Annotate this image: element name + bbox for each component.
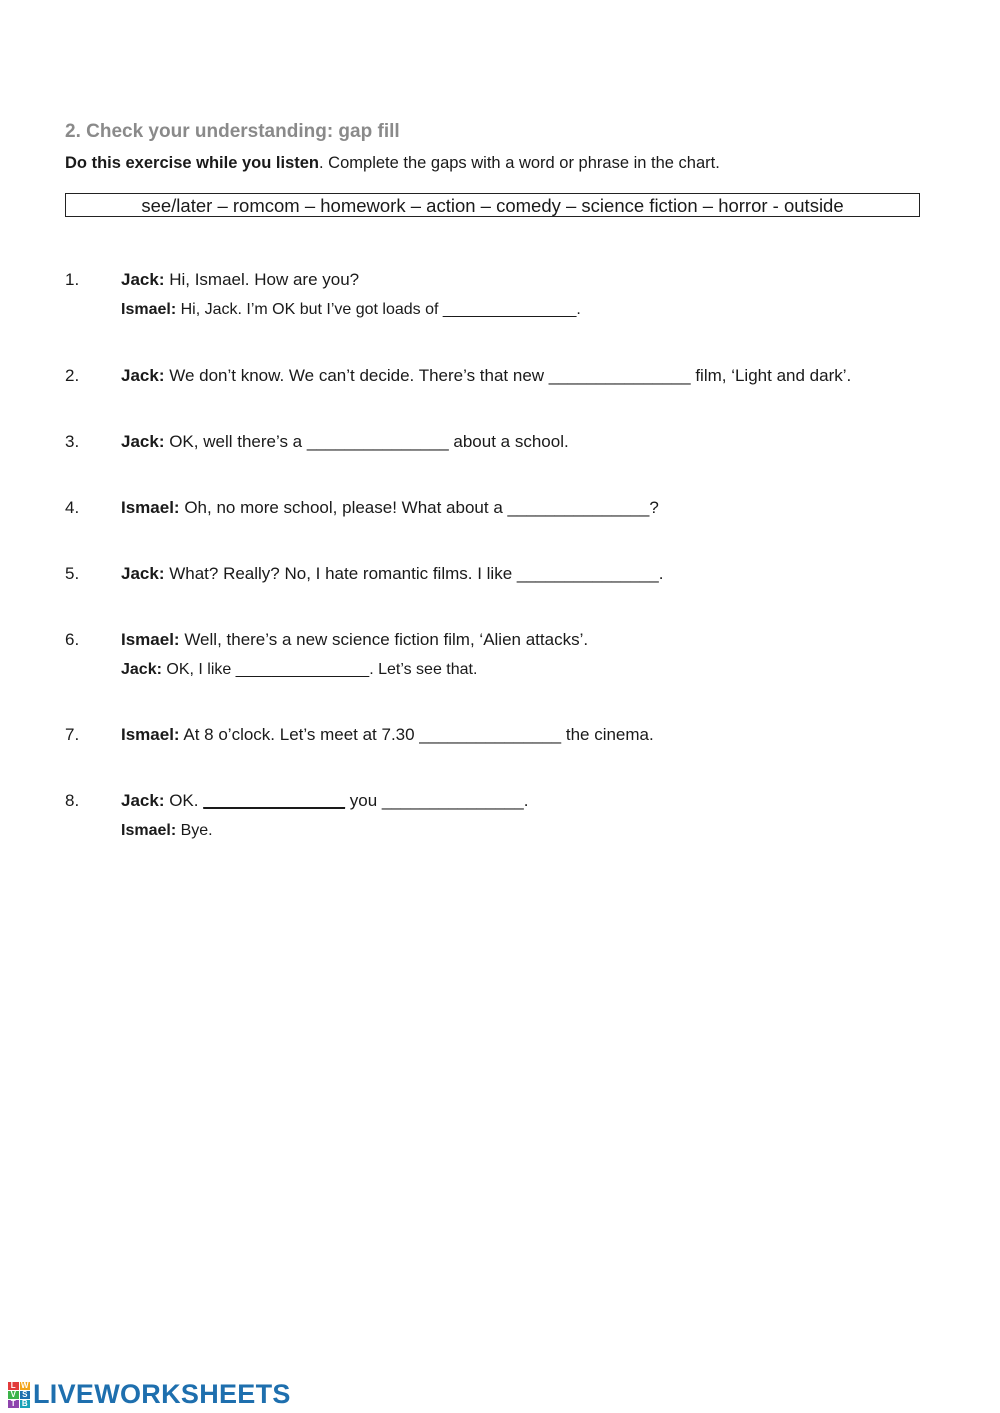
dialogue-text: OK.: [164, 791, 204, 810]
speaker-name: Ismael:: [121, 498, 180, 517]
logo-letter: B: [20, 1400, 31, 1408]
speaker-name: Ismael:: [121, 822, 177, 839]
logo-letter: L: [8, 1382, 19, 1390]
logo-icon: [8, 1382, 30, 1408]
dialogue-text: At 8 o’clock. Let’s meet at 7.30 _______________ the cinema.: [179, 725, 654, 744]
liveworksheets-logo[interactable]: [8, 1379, 291, 1410]
item-number: 2.: [65, 366, 80, 385]
logo-letter: V: [8, 1391, 19, 1399]
speaker-name: Ismael:: [121, 725, 180, 744]
speaker-name: Jack:: [121, 564, 165, 583]
dialogue-line: [121, 630, 588, 650]
dialogue-line: [121, 366, 851, 386]
instruction-text: [65, 154, 720, 173]
dialogue-line: [121, 270, 359, 290]
dialogue-text: What? Really? No, I hate romantic films. I like _______________.: [164, 564, 664, 583]
instruction-bold: Do this exercise while you listen: [65, 154, 320, 172]
dialogue-text: Bye.: [176, 822, 213, 839]
speaker-name: Jack:: [121, 791, 165, 810]
dialogue-line: [121, 791, 528, 811]
dialogue-line: [121, 564, 663, 584]
speaker-name: Jack:: [121, 366, 165, 385]
section-heading: 2. Check your understanding: gap fill: [65, 121, 400, 142]
dialogue-line: [121, 661, 477, 679]
speaker-name: Jack:: [121, 432, 165, 451]
logo-letter: W: [20, 1380, 29, 1390]
dialogue-text: We don’t know. We can’t decide. There’s that new _______________ film, ‘Light and dark’.: [164, 366, 852, 385]
item-number: 3.: [65, 432, 80, 451]
dialogue-line: [121, 301, 581, 319]
dialogue-text: OK, I like _______________. Let’s see that.: [161, 661, 478, 678]
brand-name: LIVEWORKSHEETS: [33, 1379, 291, 1409]
speaker-name: Jack:: [121, 270, 165, 289]
speaker-name: Ismael:: [121, 630, 180, 649]
speaker-name: Jack:: [121, 661, 162, 678]
item-number: 4.: [65, 498, 80, 517]
dialogue-text: Well, there’s a new science fiction film, ‘Alien attacks’.: [179, 630, 589, 649]
dialogue-line: [121, 432, 569, 452]
logo-letter: T: [8, 1400, 19, 1408]
dialogue-text: OK, well there’s a _______________ about a school.: [164, 432, 569, 451]
dialogue-line: [121, 822, 213, 840]
dialogue-line: [121, 498, 659, 518]
logo-letter: S: [20, 1391, 31, 1399]
item-number: 8.: [65, 791, 80, 810]
item-number: 1.: [65, 270, 80, 289]
dialogue-text: Hi, Ismael. How are you?: [164, 270, 360, 289]
bold-gap: _______________: [203, 791, 346, 810]
item-number: 6.: [65, 630, 80, 649]
dialogue-text: Hi, Jack. I’m OK but I’ve got loads of _______________.: [176, 301, 581, 318]
dialogue-line: [121, 725, 654, 745]
speaker-name: Ismael:: [121, 301, 177, 318]
dialogue-text: Oh, no more school, please! What about a _______________?: [179, 498, 659, 517]
instruction-rest: . Complete the gaps with a word or phrase in the chart.: [319, 154, 720, 172]
word-bank-box: see/later – romcom – homework – action – comedy – science fiction – horror - outside: [65, 193, 920, 217]
item-number: 5.: [65, 564, 80, 583]
item-number: 7.: [65, 725, 80, 744]
dialogue-text: you _______________.: [345, 791, 529, 810]
